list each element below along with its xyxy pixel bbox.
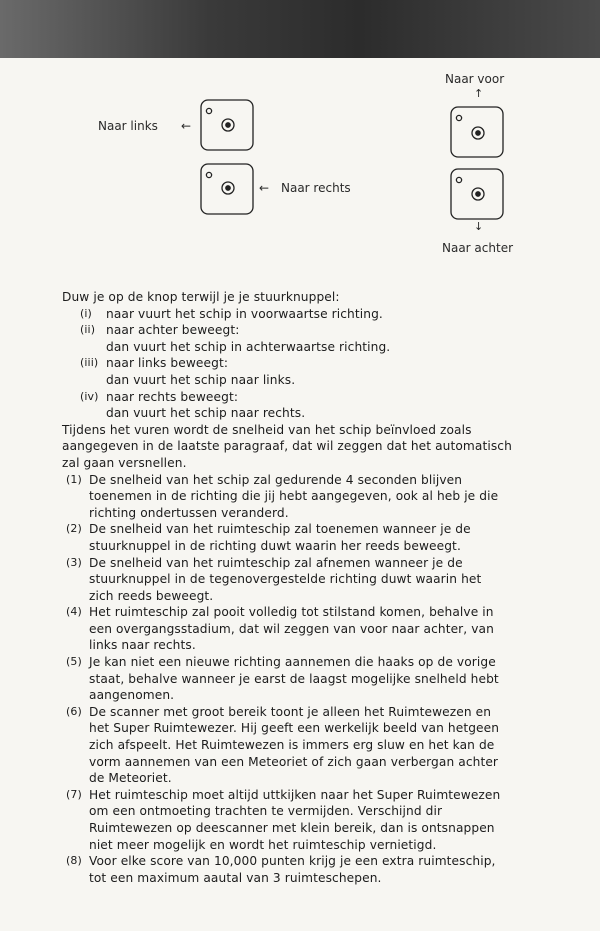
rule-line: het Super Ruimtewezer. Hij geeft een werkelijk beeld van hetgeen bbox=[89, 721, 500, 736]
arrow-left-icon: ← bbox=[181, 119, 192, 133]
rule-line: om een ontmoeting trachten te vermijden. Verschijnd dir bbox=[89, 804, 443, 819]
rule-line: links naar rechts. bbox=[89, 638, 196, 653]
rule-line: stuurknuppel in de richting duwt waarin her reeds beweegt. bbox=[89, 538, 461, 553]
joystick-left-icon bbox=[201, 100, 253, 150]
subitem bbox=[62, 322, 582, 355]
subitem-list bbox=[62, 306, 582, 422]
rule-line: Voor elke score van 10,000 punten krijg je een extra ruimteschip, bbox=[89, 854, 496, 869]
rule-item bbox=[62, 787, 582, 853]
rule-line: toenemen in de richting die jij hebt aangegeven, ook al heb je die bbox=[89, 489, 499, 504]
subitem-line: naar links beweegt: bbox=[106, 356, 229, 371]
rule-item bbox=[62, 853, 582, 886]
rule-line: niet meer mogelijk en wordt het ruimteschip vernietigd. bbox=[89, 837, 437, 852]
label-naar-links: Naar links bbox=[98, 119, 158, 133]
rule-number: (5) bbox=[66, 655, 82, 669]
subitem-line: naar achter beweegt: bbox=[106, 323, 240, 338]
joystick-forward-icon bbox=[451, 107, 503, 157]
rule-number: (6) bbox=[66, 704, 82, 718]
rule-number: (3) bbox=[66, 555, 82, 569]
subitem-number: (i) bbox=[80, 306, 92, 320]
rule-line: richting ondertussen veranderd. bbox=[89, 505, 289, 520]
rule-line: aangenomen. bbox=[89, 688, 175, 703]
scanned-header-band bbox=[0, 0, 600, 58]
label-naar-achter: Naar achter bbox=[442, 241, 514, 255]
rule-line: de Meteoriet. bbox=[89, 771, 172, 786]
rule-item bbox=[62, 654, 582, 704]
firing-paragraph bbox=[62, 422, 582, 472]
rule-line: Het ruimteschip moet altijd uttkijken naar het Super Ruimtewezen bbox=[89, 787, 501, 802]
joystick-right-icon bbox=[201, 164, 253, 214]
rule-line: De snelheid van het schip zal gedurende 4 seconden blijven bbox=[89, 472, 463, 487]
rule-line: zich reeds beweegt. bbox=[89, 588, 214, 603]
intro-line: Duw je op de knop terwijl je je stuurknuppel: bbox=[62, 290, 340, 304]
subitem-line: dan vuurt het schip naar links. bbox=[106, 372, 296, 387]
subitem-number: (iv) bbox=[80, 389, 99, 403]
rule-number: (7) bbox=[66, 787, 82, 801]
label-naar-voor: Naar voor bbox=[445, 72, 505, 86]
rule-number: (4) bbox=[66, 605, 82, 619]
subitem-number: (iii) bbox=[80, 356, 99, 370]
rule-item bbox=[62, 521, 582, 554]
rule-line: staat, behalve wanneer je earst de laagst mogelijke snelheld hebt bbox=[89, 671, 499, 686]
subitem bbox=[62, 389, 582, 422]
joystick-diagram bbox=[0, 58, 600, 288]
rule-item bbox=[62, 472, 582, 522]
rule-line: Je kan niet een nieuwe richting aannemen die haaks op de vorige bbox=[89, 655, 496, 670]
subitem bbox=[62, 306, 582, 323]
rule-item bbox=[62, 555, 582, 605]
rules-list bbox=[62, 472, 582, 887]
rule-item bbox=[62, 704, 582, 787]
rule-line: De scanner met groot bereik toont je alleen het Ruimtewezen en bbox=[89, 704, 492, 719]
rule-item bbox=[62, 604, 582, 654]
rule-line: stuurknuppel in de tegenovergestelde richting duwt waarin het bbox=[89, 572, 482, 587]
subitem-line: naar vuurt het schip in voorwaartse richting. bbox=[106, 306, 383, 321]
instructions-text bbox=[62, 289, 582, 886]
arrow-down-icon: ↓ bbox=[474, 220, 484, 233]
rule-line: De snelheid van het ruimteschip zal afnemen wanneer je de bbox=[89, 555, 463, 570]
paragraph-line: zal gaan versnellen. bbox=[62, 455, 187, 470]
label-naar-rechts: Naar rechts bbox=[281, 181, 351, 195]
rule-line: De snelheid van het ruimteschip zal toenemen wanneer je de bbox=[89, 522, 471, 537]
rule-number: (8) bbox=[66, 854, 82, 868]
rule-line: een overgangsstadium, dat wil zeggen van voor naar achter, van bbox=[89, 621, 494, 636]
subitem-number: (ii) bbox=[80, 323, 96, 337]
subitem-line: dan vuurt het schip naar rechts. bbox=[106, 406, 306, 421]
subitem-line: naar rechts beweegt: bbox=[106, 389, 239, 404]
subitem bbox=[62, 355, 582, 388]
paragraph-line: Tijdens het vuren wordt de snelheid van het schip beïnvloed zoals bbox=[62, 422, 472, 437]
arrow-up-icon: ↑ bbox=[474, 87, 484, 100]
rule-line: tot een maximum aautal van 3 ruimteschepen. bbox=[89, 870, 382, 885]
rule-number: (2) bbox=[66, 522, 82, 536]
rule-number: (1) bbox=[66, 472, 82, 486]
joystick-backward-icon bbox=[451, 169, 503, 219]
rule-line: zich afspeelt. Het Ruimtewezen is immers erg sluw en het kan de bbox=[89, 738, 495, 753]
rule-line: vorm aannemen van een Meteoriet of zich gaan verbergan achter bbox=[89, 754, 499, 769]
rule-line: Ruimtewezen op deescanner met klein bereik, dan is ontsnappen bbox=[89, 821, 495, 835]
subitem-line: dan vuurt het schip in achterwaartse richting. bbox=[106, 339, 391, 354]
arrow-right-icon: ← bbox=[259, 181, 270, 195]
paragraph-line: aangegeven in de laatste paragraaf, dat wil zeggen dat het automatisch bbox=[62, 439, 512, 454]
rule-line: Het ruimteschip zal pooit volledig tot stilstand komen, behalve in bbox=[89, 605, 494, 620]
